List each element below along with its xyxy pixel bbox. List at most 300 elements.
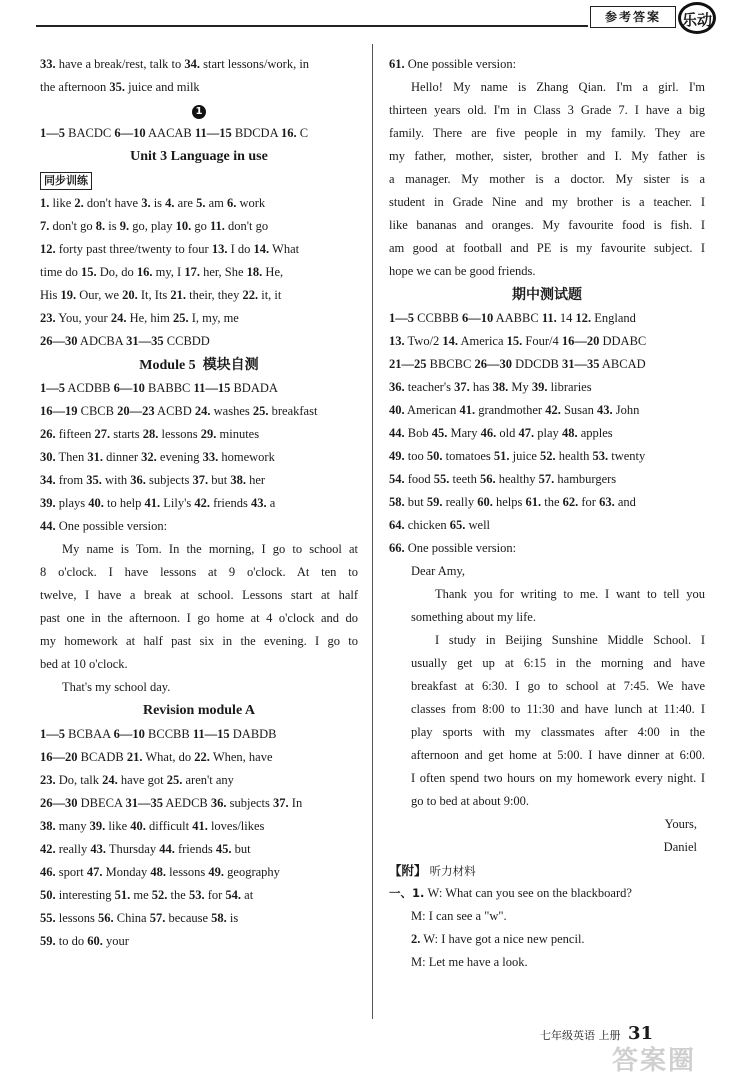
question-number: 3. <box>141 196 151 210</box>
letter-line: afternoon and get home at 5:00. I have dinner at 6:00. <box>411 748 705 762</box>
answer-text: Our, we <box>76 288 123 302</box>
question-number: 6—10 <box>114 126 146 140</box>
answer-text: because <box>165 911 212 925</box>
answer-text: old <box>496 426 519 440</box>
question-number: 65. <box>449 518 466 532</box>
question-number: 39. <box>89 819 106 833</box>
question-number: 40. <box>88 496 104 510</box>
question-number: 56. <box>479 472 496 486</box>
question-number: 43. <box>250 496 267 510</box>
question-number: 44. <box>389 426 405 440</box>
question-number: 35. <box>86 473 102 487</box>
answer-text: for <box>204 888 226 902</box>
question-number: 24. <box>194 404 211 418</box>
question-number: 38. <box>230 473 246 487</box>
question-number: 17. <box>184 265 200 279</box>
answer-text: Mary <box>447 426 481 440</box>
answer-text: her <box>245 473 266 487</box>
answer-text: dinner <box>102 450 142 464</box>
question-number: 64. <box>389 518 405 532</box>
answer-key-badge: 参考答案 <box>590 6 676 28</box>
letter-line: hope we can be good friends. <box>389 264 536 278</box>
sync-label-row <box>40 169 358 192</box>
question-number: 37. <box>454 380 470 394</box>
answer-text: too <box>404 449 427 463</box>
question-number: 52. <box>540 449 556 463</box>
answer-text: Two/2 <box>404 334 443 348</box>
question-number: 43. <box>90 842 106 856</box>
question-number: 59. <box>426 495 443 509</box>
question-number: 1. <box>40 196 50 210</box>
listening-answer: M: Let me have a look. <box>411 955 528 969</box>
answer-text: Do, do <box>96 265 137 279</box>
answer-text: America <box>458 334 507 348</box>
question-number: 50. <box>40 888 56 902</box>
question-number: 24. <box>110 311 127 325</box>
question-number: 2. <box>74 196 84 210</box>
answer-text: ADCBA <box>77 334 127 348</box>
question-number: 12. <box>40 242 56 256</box>
question-number: 25. <box>252 404 269 418</box>
answer-text: BBCBC <box>426 357 475 371</box>
answer-text: chicken <box>404 518 450 532</box>
module-heading <box>40 353 358 377</box>
question-number: 10. <box>175 219 192 233</box>
answer-text: I, my, me <box>188 311 239 325</box>
answer-text: with <box>101 473 131 487</box>
question-number: 9. <box>119 219 130 233</box>
answer-text: AABBC <box>493 311 542 325</box>
page-number: 31 <box>628 1023 654 1044</box>
answer-line <box>389 514 705 537</box>
question-number: 31. <box>87 450 103 464</box>
question-number: 16—19 <box>40 404 78 418</box>
answer-line <box>40 884 358 907</box>
question-number: 37. <box>273 796 289 810</box>
module-title-en: Module 5 <box>139 358 196 373</box>
question-number: 13. <box>389 334 405 348</box>
answer-line <box>40 723 358 746</box>
section-badge-row <box>40 99 358 122</box>
answer-text: BCCBB <box>144 727 193 741</box>
question-number: 60. <box>477 495 493 509</box>
answer-text: is <box>226 911 239 925</box>
answer-line <box>389 491 705 514</box>
revision-heading: Revision module A <box>142 703 255 718</box>
answer-line <box>40 861 358 884</box>
answer-text: like <box>105 819 131 833</box>
essay-line: 8 o'clock. I have lessons at 9 o'clock. At ten to <box>40 565 358 579</box>
answer-text: He, him <box>126 311 174 325</box>
answer-text: go <box>191 219 210 233</box>
answer-line <box>389 53 705 76</box>
letter-line: I often spend two hours on my homework every night. I <box>411 771 705 785</box>
answer-text: One possible version: <box>404 541 517 555</box>
question-number: 54. <box>225 888 242 902</box>
question-number: 35. <box>109 80 126 94</box>
question-number: 59. <box>40 934 56 948</box>
answer-text: their, they <box>186 288 243 302</box>
answer-text: starts <box>110 427 143 441</box>
answer-text: plays <box>55 496 89 510</box>
column-divider <box>372 44 373 1019</box>
answer-text: food <box>404 472 434 486</box>
answer-text: friends <box>209 496 251 510</box>
question-number: 61. <box>389 57 405 71</box>
answer-text: but <box>231 842 251 856</box>
question-number: 49. <box>389 449 405 463</box>
answer-text: DBECA <box>77 796 126 810</box>
question-number: 1—5 <box>40 381 65 395</box>
answer-text: libraries <box>547 380 592 394</box>
question-number: 48. <box>561 426 578 440</box>
answer-text: and <box>614 495 636 509</box>
answer-line <box>389 537 705 560</box>
question-number: 15. <box>80 265 97 279</box>
letter-line: play sports with my classmates after 4:00 in the <box>411 725 705 739</box>
publisher-logo-icon: 乐动 <box>678 2 716 34</box>
question-number: 16. <box>136 265 153 279</box>
listening-item <box>389 882 705 905</box>
letter-line: Thank you for writing to me. I want to tell you <box>435 587 705 601</box>
answer-text: but <box>208 473 231 487</box>
unit-heading: Unit 3 Language in use <box>130 149 268 164</box>
answer-text: England <box>591 311 636 325</box>
question-number: 31—35 <box>561 357 600 371</box>
answer-text: like <box>49 196 75 210</box>
answer-text: AEDCB <box>162 796 211 810</box>
question-number: 51. <box>493 449 510 463</box>
answer-text: C <box>296 126 309 140</box>
left-column <box>40 53 358 953</box>
question-number: 22. <box>194 750 210 764</box>
question-number: 39. <box>531 380 548 394</box>
answer-text: ACBD <box>154 404 195 418</box>
letter-line: thirteen years old. I'm in Class 3 Grade 7. I have a big <box>389 103 705 117</box>
question-number: 27. <box>94 427 111 441</box>
question-number: 61. <box>525 495 542 509</box>
answer-text: lessons <box>55 911 98 925</box>
question-number: 31—35 <box>125 796 163 810</box>
question-number: 15. <box>506 334 523 348</box>
answer-text: many <box>55 819 90 833</box>
answer-text: difficult <box>145 819 193 833</box>
question-number: 57. <box>149 911 166 925</box>
answer-text: is <box>105 219 120 233</box>
footer-book-title: 七年级英语 <box>540 1029 595 1042</box>
question-number: 14. <box>253 242 270 256</box>
answer-line <box>40 330 358 353</box>
answer-text: Monday <box>102 865 151 879</box>
question-number: 41. <box>459 403 476 417</box>
answer-text: the <box>541 495 563 509</box>
question-number: 36. <box>130 473 146 487</box>
listening-question: W: I have got a nice new pencil. <box>423 932 585 946</box>
question-number: 25. <box>166 773 183 787</box>
question-number: 66. <box>389 541 405 555</box>
answer-line <box>40 284 358 307</box>
question-number: 25. <box>173 311 189 325</box>
question-number: 53. <box>188 888 205 902</box>
question-number: 47. <box>518 426 535 440</box>
answer-text: healthy <box>495 472 539 486</box>
answer-text: geography <box>224 865 280 879</box>
section-number-badge: 1 <box>192 105 206 119</box>
question-number: 41. <box>144 496 161 510</box>
midterm-heading: 期中测试题 <box>512 287 582 303</box>
question-number: 42. <box>194 496 210 510</box>
question-number: 12. <box>575 311 592 325</box>
question-number: 18. <box>246 265 263 279</box>
answer-text: apples <box>577 426 613 440</box>
answer-line <box>40 930 358 953</box>
answer-text: One possible version: <box>404 57 517 71</box>
answer-text: juice and milk <box>125 80 200 94</box>
answer-text: but <box>404 495 427 509</box>
answer-text: a <box>266 496 276 510</box>
question-number: 36. <box>210 796 227 810</box>
answer-line <box>40 446 358 469</box>
question-number: 11. <box>209 219 225 233</box>
letter-line: I study in Beijing Sunshine Middle School. I <box>435 633 705 647</box>
answer-text: have got <box>117 773 167 787</box>
question-number: 1—5 <box>389 311 414 325</box>
letter-line: like bananas and oranges. My favourite food is fish. I <box>389 218 705 232</box>
answer-text: sport <box>55 865 87 879</box>
answer-text: BACDC <box>65 126 115 140</box>
answer-text: lessons <box>166 865 209 879</box>
watermark: 答案圈 <box>612 1046 697 1076</box>
answer-text: subjects <box>145 473 193 487</box>
question-number: 51. <box>114 888 131 902</box>
answer-text: homework <box>218 450 275 464</box>
answer-text: breakfast <box>268 404 318 418</box>
question-number: 26—30 <box>40 334 78 348</box>
answer-text: don't go <box>49 219 96 233</box>
question-number: 53. <box>592 449 609 463</box>
question-number: 56. <box>98 911 114 925</box>
question-number: 6. <box>226 196 237 210</box>
question-number: 47. <box>86 865 103 879</box>
question-number: 48. <box>150 865 167 879</box>
answer-text: hamburgers <box>554 472 617 486</box>
answer-text: BCBAA <box>65 727 114 741</box>
question-number: 63. <box>599 495 615 509</box>
essay-line: past one in the afternoon. I go home at 4 o'clock and do <box>40 611 358 625</box>
question-number: 41. <box>192 819 208 833</box>
answer-text: CCBDD <box>163 334 210 348</box>
question-number: 11—15 <box>192 727 230 741</box>
answer-text: at <box>241 888 254 902</box>
answer-text: tomatoes <box>442 449 494 463</box>
answer-text: lessons <box>158 427 201 441</box>
answer-line <box>389 399 705 422</box>
answer-line <box>389 307 705 330</box>
answer-text: fifteen <box>55 427 95 441</box>
answer-line <box>40 215 358 238</box>
answer-text: it, it <box>258 288 282 302</box>
answer-text: His <box>40 288 61 302</box>
answer-text: DDABC <box>599 334 647 348</box>
question-number: 23. <box>40 773 56 787</box>
answer-line <box>40 377 358 400</box>
answer-text: me <box>130 888 152 902</box>
answer-text: teacher's <box>404 380 455 394</box>
question-number: 60. <box>87 934 103 948</box>
question-number: 26—30 <box>40 796 78 810</box>
question-number: 5. <box>196 196 206 210</box>
answer-text: for <box>578 495 600 509</box>
answer-line <box>40 122 358 145</box>
answer-text: don't have <box>83 196 142 210</box>
question-number: 33. <box>40 57 56 71</box>
answer-text: health <box>555 449 593 463</box>
answer-text: start lessons/work, in <box>200 57 310 71</box>
answer-text: Then <box>55 450 88 464</box>
answer-line <box>40 838 358 861</box>
answer-text: It, Its <box>137 288 171 302</box>
answer-text: Four/4 <box>522 334 562 348</box>
answer-line <box>389 422 705 445</box>
answer-text: American <box>404 403 460 417</box>
answer-text: aren't any <box>182 773 234 787</box>
answer-text: her, She <box>199 265 247 279</box>
answer-line <box>40 907 358 930</box>
letter-line: student in Grade Nine and my brother is a teacher. I <box>389 195 705 209</box>
question-number: 38. <box>40 819 56 833</box>
question-number: 21. <box>126 750 143 764</box>
answer-text: BDADA <box>230 381 278 395</box>
answer-line <box>40 469 358 492</box>
answer-text: my, I <box>152 265 185 279</box>
answer-text: My <box>508 380 532 394</box>
question-number: 54. <box>389 472 405 486</box>
question-number: 44. <box>40 519 56 533</box>
essay-line: My name is Tom. In the morning, I go to school at <box>62 542 358 556</box>
module-title-cn: 模块自测 <box>202 357 259 373</box>
question-number: 50. <box>426 449 443 463</box>
question-number: 55. <box>40 911 56 925</box>
question-number: 21. <box>170 288 187 302</box>
letter-line: my father, mother, sister, brother and I. My father is <box>389 149 705 163</box>
letter-line: go to bed at about 9:00. <box>411 794 530 808</box>
answer-text: twenty <box>608 449 646 463</box>
answer-text: the <box>167 888 189 902</box>
answer-text: Susan <box>560 403 597 417</box>
answer-line <box>40 746 358 769</box>
letter-line: breakfast at 6:30. I go to school at 7:45. We have <box>411 679 705 693</box>
answer-line <box>40 515 358 538</box>
question-number: 8. <box>95 219 106 233</box>
answer-text: One possible version: <box>55 519 168 533</box>
question-number: 6—10 <box>113 727 145 741</box>
header-rule <box>36 25 588 27</box>
listening-item <box>389 928 705 951</box>
question-number: 40. <box>389 403 405 417</box>
answer-text: What, do <box>142 750 195 764</box>
essay-line: bed at 10 o'clock. <box>40 657 128 671</box>
question-number: 24. <box>102 773 118 787</box>
answer-text: well <box>465 518 491 532</box>
essay-line: my homework at half past six in the evening. I go to <box>40 634 358 648</box>
answer-text: DDCDB <box>511 357 562 371</box>
question-number: 55. <box>433 472 450 486</box>
letter-line: Hello! My name is Zhang Qian. I'm a girl. I'm <box>411 80 705 94</box>
answer-line <box>40 423 358 446</box>
answer-text: China <box>113 911 150 925</box>
listening-number: 2. <box>411 932 421 946</box>
listening-answer: M: I can see a "w". <box>411 909 507 923</box>
letter-greeting: Dear Amy, <box>411 564 466 578</box>
answer-line <box>389 353 705 376</box>
question-number: 52. <box>151 888 168 902</box>
question-number: 26—30 <box>474 357 512 371</box>
answer-text: go, play <box>129 219 176 233</box>
answer-line <box>40 815 358 838</box>
appendix-tag: 【附】 <box>389 863 427 878</box>
question-number: 11—15 <box>194 126 232 140</box>
answer-line <box>40 238 358 261</box>
answer-text: are <box>174 196 197 210</box>
question-number: 16—20 <box>40 750 78 764</box>
answer-text: In <box>288 796 303 810</box>
answer-text: your <box>102 934 129 948</box>
question-number: 7. <box>40 219 50 233</box>
answer-text: AACAB <box>145 126 195 140</box>
answer-text: have a break/rest, talk to <box>55 57 185 71</box>
question-number: 29. <box>200 427 217 441</box>
question-number: 37. <box>192 473 209 487</box>
question-number: 22. <box>242 288 259 302</box>
answer-text: really <box>55 842 91 856</box>
question-number: 23. <box>40 311 56 325</box>
answer-text: What <box>269 242 300 256</box>
answer-text: DABDB <box>229 727 277 741</box>
answer-text: ABCAD <box>599 357 646 371</box>
answer-text: When, have <box>209 750 273 764</box>
answer-text: minutes <box>216 427 260 441</box>
question-number: 44. <box>159 842 175 856</box>
question-number: 46. <box>480 426 497 440</box>
question-number: 6—10 <box>113 381 145 395</box>
answer-line <box>40 492 358 515</box>
answer-text: play <box>534 426 562 440</box>
answer-text: BCADB <box>77 750 127 764</box>
question-number: 39. <box>40 496 56 510</box>
answer-text: CBCB <box>77 404 118 418</box>
question-number: 1—5 <box>40 126 65 140</box>
question-number: 38. <box>492 380 509 394</box>
answer-text: helps <box>492 495 526 509</box>
question-number: 62. <box>562 495 579 509</box>
question-number: 45. <box>431 426 448 440</box>
answer-text: interesting <box>55 888 115 902</box>
answer-text: is <box>150 196 166 210</box>
letter-line: usually get up at 6:15 in the morning and have <box>411 656 705 670</box>
answer-text: teeth <box>449 472 480 486</box>
sync-practice-label: 同步训练 <box>40 172 92 190</box>
answer-line <box>389 330 705 353</box>
answer-line <box>40 307 358 330</box>
answer-text: grandmother <box>475 403 546 417</box>
answer-text: CCBBB <box>414 311 462 325</box>
answer-text: I do <box>227 242 254 256</box>
question-number: 46. <box>40 865 56 879</box>
question-number: 20—23 <box>117 404 155 418</box>
answer-line <box>389 468 705 491</box>
answer-line <box>40 53 358 76</box>
answer-text: really <box>442 495 478 509</box>
